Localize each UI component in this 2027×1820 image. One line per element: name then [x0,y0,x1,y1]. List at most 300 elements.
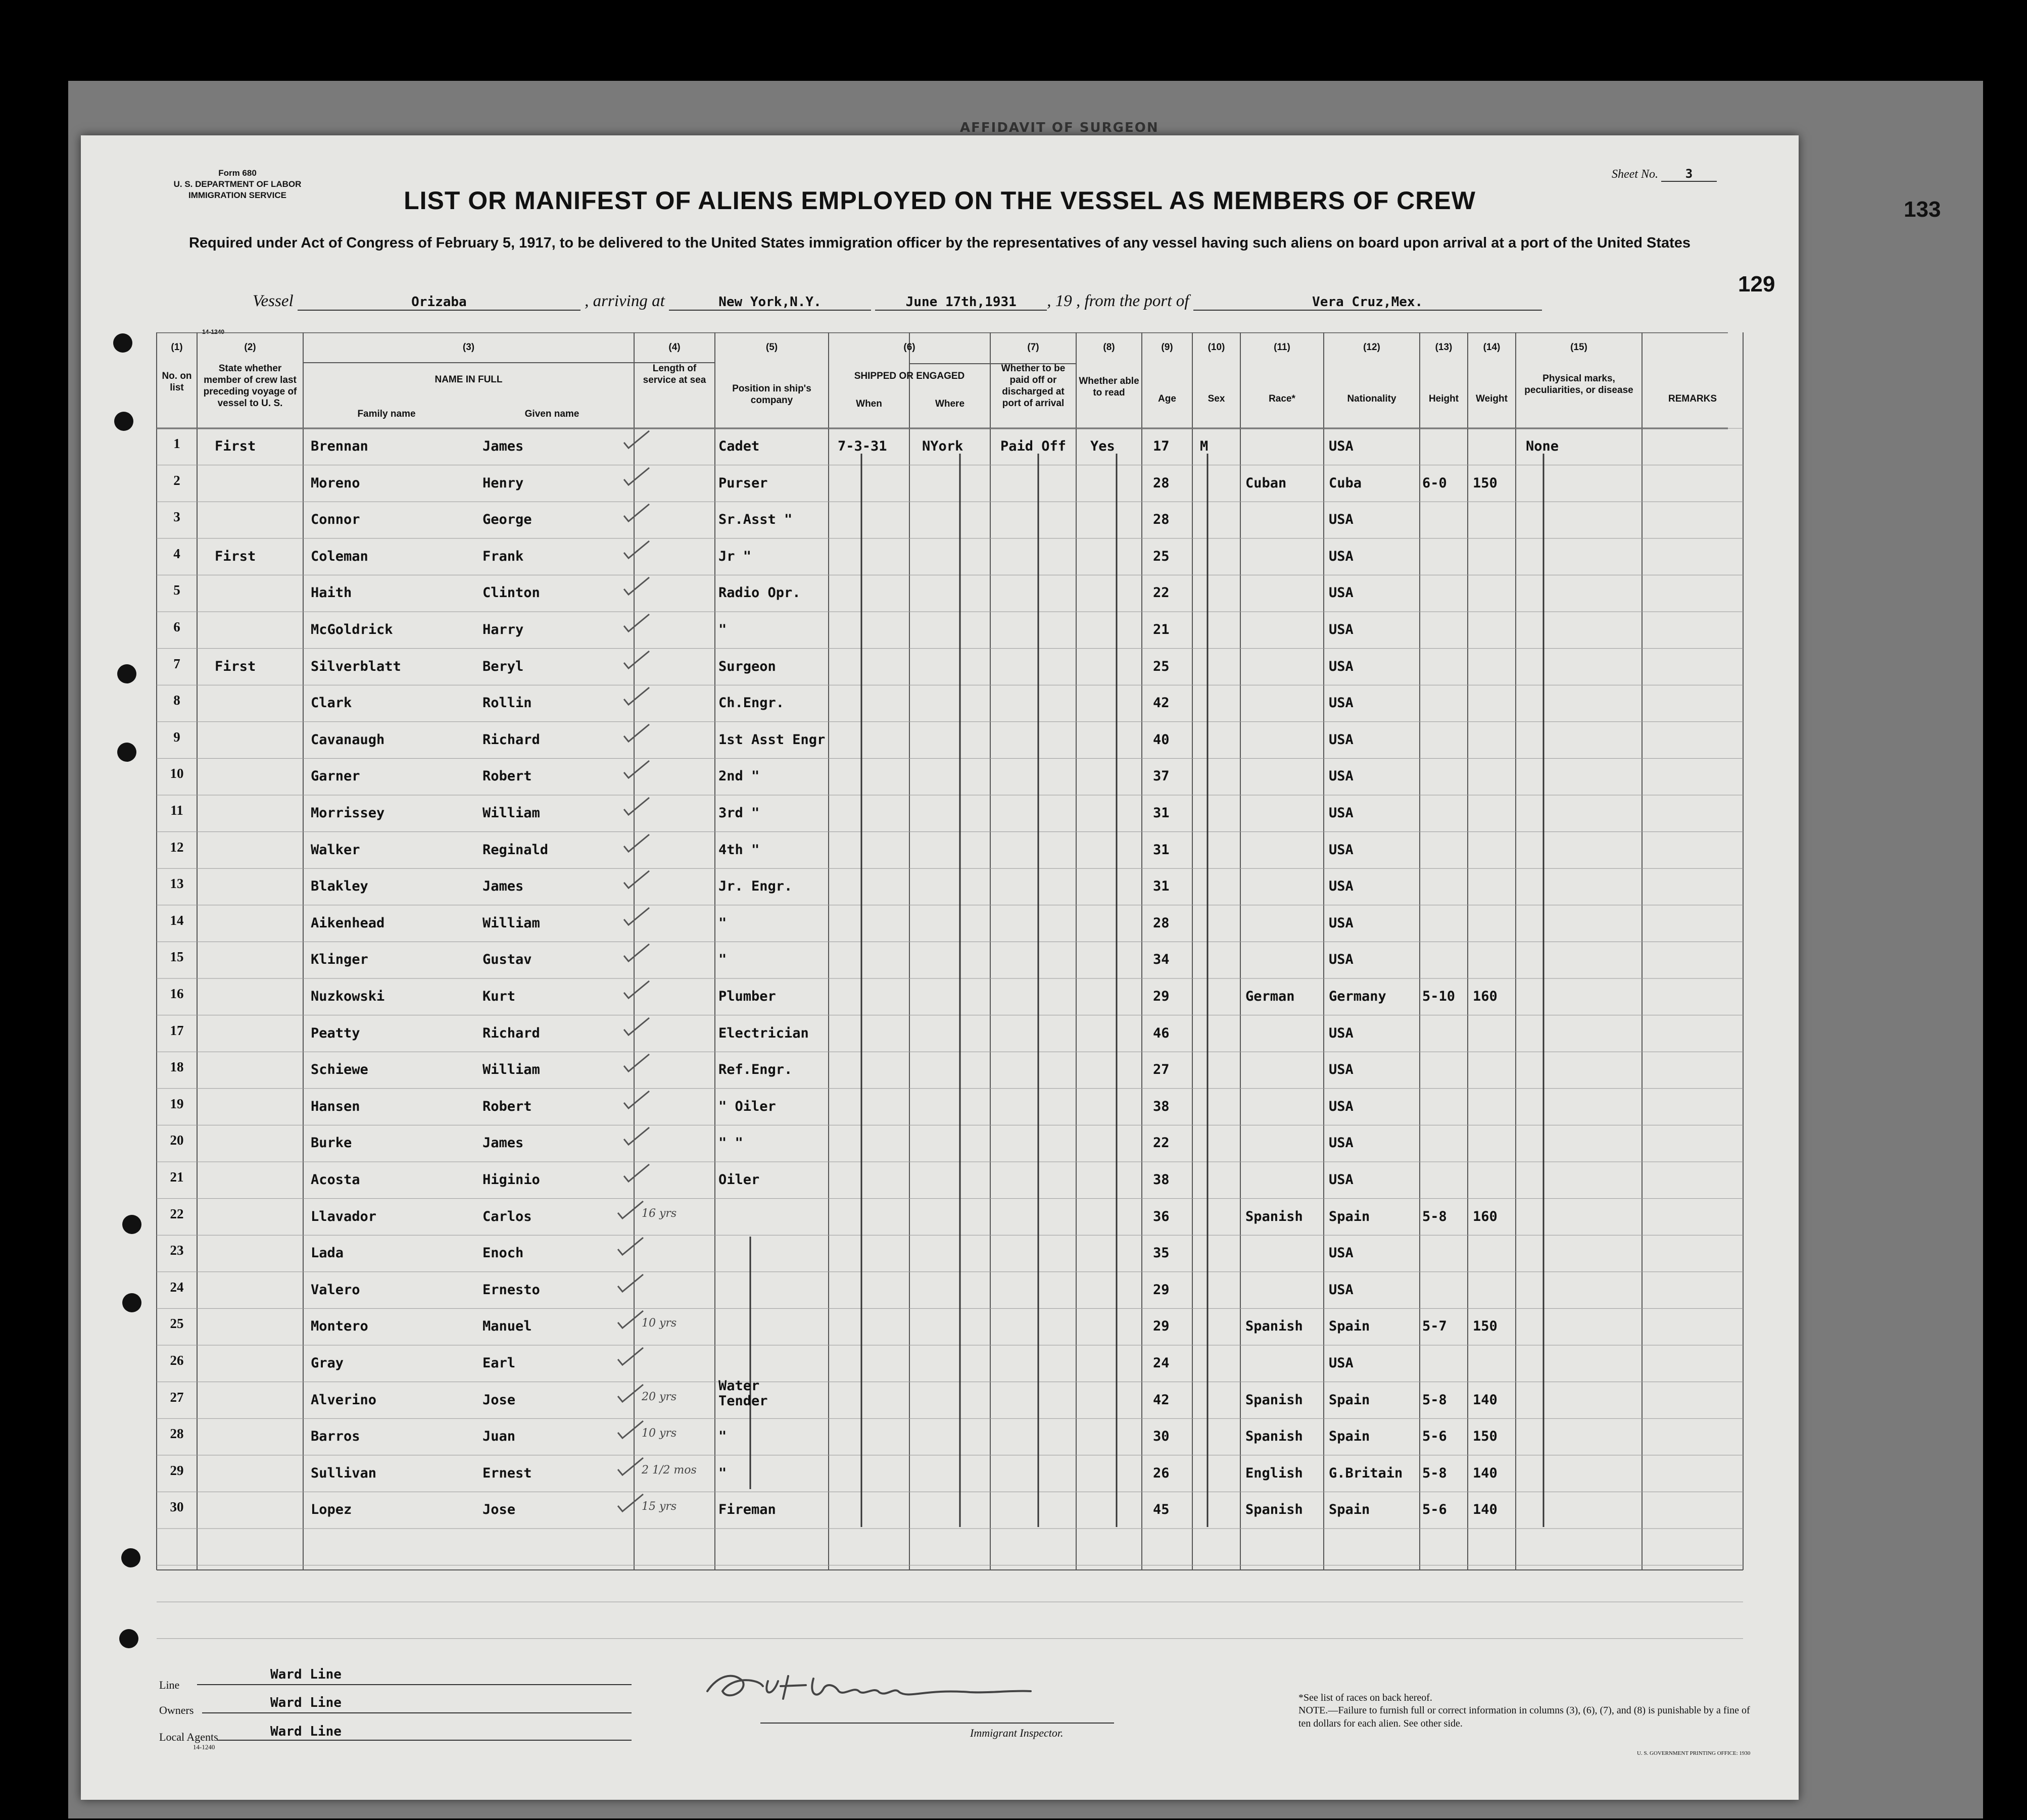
penalty-note: NOTE.—Failure to furnish full or correct information in columns (3), (6), (7), and (8) is punishable by a fine of ten dollars for each alien. See other side. [1298,1705,1750,1729]
nationality-cell: USA [1329,1025,1354,1041]
age-cell: 42 [1153,695,1170,711]
row-number: 23 [170,1243,184,1258]
age-cell: 29 [1153,1282,1170,1298]
age-cell: 37 [1153,768,1170,784]
weight-cell: 160 [1473,989,1498,1004]
age-cell: 25 [1153,658,1170,674]
row-number: 17 [170,1022,184,1038]
row-number: 28 [170,1426,184,1442]
given-name-cell: Richard [482,1025,540,1041]
age-cell: 25 [1153,548,1170,564]
form-number: Form 680 [218,168,257,178]
row-number: 3 [173,509,180,525]
row-number: 19 [170,1096,184,1111]
check-mark-icon [621,1126,652,1147]
given-name-cell: Jose [482,1502,516,1518]
check-mark-icon [621,1053,652,1073]
position-cell: " Oiler [718,1098,776,1114]
nationality-cell: USA [1329,1245,1354,1261]
age-cell: 45 [1153,1502,1170,1518]
nationality-cell: Spain [1329,1392,1370,1408]
age-cell: 31 [1153,842,1170,858]
nationality-cell: Spain [1329,1502,1370,1518]
position-cell: 2nd " [718,768,760,784]
given-name-cell: James [482,1135,524,1151]
position-cell: 4th " [718,842,760,858]
service-length-cell: 16 yrs [642,1207,677,1220]
row-number: 9 [173,729,180,745]
age-cell: 28 [1153,915,1170,931]
given-name-cell: Juan [482,1429,516,1445]
given-name-cell: Higinio [482,1172,540,1188]
nationality-cell: USA [1329,768,1354,784]
given-name-cell: Harry [482,622,524,637]
check-mark-icon [615,1384,646,1404]
punch-hole [121,1548,140,1567]
height-cell: 5-8 [1422,1208,1447,1224]
nationality-cell: USA [1329,438,1354,454]
check-mark-icon [621,1163,652,1184]
family-name-cell: Peatty [311,1025,360,1041]
family-name-cell: Gray [311,1355,344,1371]
header-physical-marks: Physical marks, peculiarities, or disease [1524,373,1633,396]
nationality-cell: USA [1329,695,1354,711]
check-mark-icon [621,797,652,817]
position-cell: Oiler [718,1172,760,1188]
row-number: 4 [173,546,180,561]
age-cell: 26 [1153,1465,1170,1481]
nationality-cell: USA [1329,658,1354,674]
given-name-cell: Robert [482,768,532,784]
family-name-cell: Coleman [311,548,368,564]
given-name-cell: Enoch [482,1245,524,1261]
position-cell: " [718,1429,727,1445]
weight-cell: 150 [1473,1429,1498,1445]
given-name-cell: Ernest [482,1465,532,1481]
family-name-cell: Klinger [311,952,368,968]
age-cell: 38 [1153,1098,1170,1114]
row-number: 11 [170,803,183,818]
nationality-cell: Spain [1329,1429,1370,1445]
age-cell: 22 [1153,1135,1170,1151]
row-number: 21 [170,1169,184,1185]
vessel-label: Vessel [253,292,294,310]
column-number: (15) [1570,342,1587,353]
position-cell: Sr.Asst " [718,512,793,528]
race-cell: Spanish [1245,1392,1303,1408]
row-number: 14 [170,912,184,928]
nationality-cell: USA [1329,622,1354,637]
header-paid-off: Whether to be paid off or discharged at port of arrival [1001,363,1066,409]
age-cell: 30 [1153,1429,1170,1445]
position-cell: Purser [718,475,768,491]
family-name-cell: Moreno [311,475,360,491]
position-cell: " [718,952,727,968]
when-cell: 7-3-31 [838,438,887,454]
printing-office: U. S. GOVERNMENT PRINTING OFFICE: 1930 [1637,1750,1751,1756]
check-mark-icon [621,870,652,890]
vessel-line [253,292,1542,311]
line-label: Line [159,1679,180,1691]
age-cell: 35 [1153,1245,1170,1261]
age-cell: 29 [1153,1318,1170,1335]
family-name-cell: Garner [311,768,360,784]
check-mark-icon [615,1347,646,1367]
given-name-cell: George [482,512,532,528]
position-cell: " " [718,1135,743,1151]
punch-hole [114,412,133,431]
check-mark-icon [621,613,652,633]
race-cell: English [1245,1465,1303,1481]
column-number: (7) [1027,342,1039,353]
row-number: 12 [170,839,184,855]
family-name-cell: Clark [311,695,352,711]
position-cell: Ch.Engr. [718,695,785,711]
family-name-cell: Hansen [311,1098,360,1114]
nationality-cell: Cuba [1329,475,1362,491]
position-cell: Fireman [718,1502,776,1518]
sheet-number-label: Sheet No. [1612,168,1658,181]
position-cell: " [718,1465,727,1481]
check-mark-icon [621,1017,652,1037]
given-name-cell: William [482,915,540,931]
nationality-cell: USA [1329,1355,1354,1371]
header-sex: Sex [1208,393,1225,404]
column-number: (13) [1435,342,1453,353]
race-cell: Spanish [1245,1318,1303,1335]
position-cell: Ref.Engr. [718,1062,793,1078]
position-cell: Electrician [718,1025,809,1041]
check-mark-icon [615,1457,646,1477]
header-weight: Weight [1476,393,1508,404]
manifest-sheet [81,135,1799,1800]
row-number: 24 [170,1279,184,1295]
weight-cell: 160 [1473,1208,1498,1224]
nationality-cell: USA [1329,952,1354,968]
row-number: 27 [170,1389,184,1405]
check-mark-icon [621,943,652,963]
check-mark-icon [621,907,652,927]
check-mark-icon [621,833,652,854]
nationality-cell: USA [1329,915,1354,931]
able-to-read-cell: Yes [1090,438,1115,454]
margin-number: 133 [1904,197,1941,222]
age-cell: 31 [1153,805,1170,821]
age-cell: 31 [1153,878,1170,895]
service-name: IMMIGRATION SERVICE [188,190,286,200]
nationality-cell: USA [1329,585,1354,601]
row-number: 18 [170,1059,184,1075]
punch-hole [122,1293,141,1312]
height-cell: 5-10 [1422,989,1456,1004]
service-length-cell: 2 1/2 mos [642,1463,697,1477]
service-length-cell: 15 yrs [642,1500,677,1513]
row-number: 25 [170,1316,184,1332]
weight-cell: 140 [1473,1502,1498,1518]
state-cell: First [215,438,256,454]
service-length-cell: 20 yrs [642,1390,677,1403]
punch-hole [117,664,136,683]
family-name-cell: Montero [311,1318,368,1335]
check-mark-icon [621,686,652,707]
age-cell: 17 [1153,438,1170,454]
given-name-cell: William [482,1062,540,1078]
height-cell: 5-8 [1422,1465,1447,1481]
age-cell: 28 [1153,475,1170,491]
given-name-cell: Robert [482,1098,532,1114]
family-name-cell: Aikenhead [311,915,385,931]
row-number: 20 [170,1133,184,1148]
age-cell: 29 [1153,989,1170,1004]
given-name-cell: Earl [482,1355,516,1371]
given-name-cell: Carlos [482,1208,532,1224]
header-age: Age [1158,393,1176,404]
header-height: Height [1428,393,1459,404]
family-name-cell: Lada [311,1245,344,1261]
given-name-cell: Richard [482,731,540,748]
position-cell: Water Tender [718,1378,768,1409]
header-remarks: REMARKS [1668,393,1717,404]
header-length-of-service: Length of service at sea [643,363,706,385]
row-number: 8 [173,693,180,708]
inspector-signature [687,1656,1091,1716]
agents-value: Ward Line [270,1724,342,1739]
height-cell: 6-0 [1422,475,1447,491]
weight-cell: 140 [1473,1465,1498,1481]
page-title: LIST OR MANIFEST OF ALIENS EMPLOYED ON THE VESSEL AS MEMBERS OF CREW [404,186,1476,215]
given-name-cell: Henry [482,475,524,491]
position-cell: " [718,915,727,931]
check-mark-icon [615,1273,646,1294]
nationality-cell: USA [1329,731,1354,748]
race-cell: German [1245,989,1295,1004]
row-number: 2 [173,472,180,488]
nationality-cell: Spain [1329,1208,1370,1224]
check-mark-icon [615,1493,646,1513]
age-cell: 42 [1153,1392,1170,1408]
line-value: Ward Line [270,1667,342,1682]
nationality-cell: USA [1329,1062,1354,1078]
family-name-cell: Alverino [311,1392,377,1408]
check-mark-icon [621,576,652,597]
agents-underline [217,1740,632,1741]
row-number: 6 [173,619,180,634]
check-mark-icon [615,1200,646,1220]
family-name-cell: Burke [311,1135,352,1151]
column-number: (10) [1208,342,1225,353]
row-number: 26 [170,1353,184,1368]
column-number: (12) [1363,342,1380,353]
column-number: (1) [171,342,183,353]
physical-marks-cell: None [1526,438,1559,454]
row-number: 13 [170,876,184,892]
race-cell: Cuban [1245,475,1287,491]
row-number: 16 [170,986,184,1001]
family-name-cell: Silverblatt [311,658,401,674]
row-number: 10 [170,766,184,781]
row-number: 29 [170,1462,184,1478]
weight-cell: 150 [1473,475,1498,491]
arrival-port: New York,N.Y. [669,294,871,311]
nationality-cell: USA [1329,878,1354,895]
check-mark-icon [621,723,652,744]
height-cell: 5-6 [1422,1502,1447,1518]
nationality-cell: USA [1329,512,1354,528]
family-name-cell: Connor [311,512,360,528]
position-cell: Cadet [718,438,760,454]
position-cell: " [718,622,727,637]
given-name-cell: Reginald [482,842,549,858]
age-cell: 28 [1153,512,1170,528]
owners-label: Owners [159,1704,194,1716]
given-name-cell: Ernesto [482,1282,540,1298]
header-no-on-list: No. on list [162,371,192,393]
given-name-cell: James [482,438,524,454]
position-cell: Radio Opr. [718,585,801,601]
nationality-cell: USA [1329,1135,1354,1151]
header-state-whether: State whether member of crew last preceding voyage of vessel to U. S. [203,363,297,409]
nationality-cell: G.Britain [1329,1465,1403,1481]
check-mark-icon [621,467,652,487]
check-mark-icon [621,540,652,560]
from-port-label: , from the port of [1076,292,1189,310]
family-name-cell: Morrissey [311,805,385,821]
inspector-underline [760,1723,1114,1724]
agents-code: 14-1240 [193,1743,215,1751]
family-name-cell: Brennan [311,438,368,454]
nationality-cell: USA [1329,805,1354,821]
row-number: 1 [173,436,180,451]
row-number: 22 [170,1206,184,1221]
sheet-number [1612,167,1717,182]
nationality-cell: USA [1329,842,1354,858]
check-mark-icon [621,650,652,670]
family-name-cell: Schiewe [311,1062,368,1078]
punch-hole [113,333,132,353]
check-mark-icon [621,760,652,780]
age-cell: 27 [1153,1062,1170,1078]
nationality-cell: Spain [1329,1318,1370,1335]
punch-hole [117,743,136,762]
column-number: (6) [903,342,915,353]
given-name-cell: William [482,805,540,821]
column-number: (14) [1483,342,1501,353]
owners-value: Ward Line [270,1695,342,1710]
position-cell: Plumber [718,989,776,1004]
weight-cell: 150 [1473,1318,1498,1335]
agents-label: Local Agents [159,1731,218,1743]
punch-hole [119,1629,138,1648]
vessel-name: Orizaba [298,294,581,311]
sheet-number-value: 3 [1661,167,1717,182]
line-underline [197,1684,632,1685]
family-name-cell: Blakley [311,878,368,895]
header-able-to-read: Whether able to read [1079,376,1139,398]
arrival-date: June 17th,1931 [875,294,1047,311]
arriving-label: , arriving at [585,292,665,310]
age-cell: 46 [1153,1025,1170,1041]
race-cell: Spanish [1245,1208,1303,1224]
department-name: U. S. DEPARTMENT OF LABOR [173,179,302,189]
given-name-cell: Rollin [482,695,532,711]
family-name-cell: Llavador [311,1208,377,1224]
inspector-label: Immigrant Inspector. [970,1727,1064,1739]
given-name-cell: Manuel [482,1318,532,1335]
header-family-name: Family name [357,409,416,419]
column-number: (3) [462,342,475,353]
column-number: (4) [668,342,681,353]
owners-underline [202,1712,632,1713]
where-cell: NYork [922,438,963,454]
family-name-cell: Nuzkowski [311,989,385,1004]
nationality-cell: USA [1329,1282,1354,1298]
column-number: (11) [1274,342,1290,353]
family-name-cell: Sullivan [311,1465,377,1481]
family-name-cell: Valero [311,1282,360,1298]
race-cell: Spanish [1245,1429,1303,1445]
position-cell: 1st Asst Engr [718,731,826,748]
column-number: (9) [1161,342,1173,353]
paid-off-cell: Paid Off [1000,438,1067,454]
small-code: 14-1240 [202,328,225,335]
row-number: 30 [170,1499,184,1515]
age-cell: 22 [1153,585,1170,601]
service-length-cell: 10 yrs [642,1427,677,1440]
position-cell: Jr " [718,548,752,564]
age-cell: 34 [1153,952,1170,968]
given-name-cell: James [482,878,524,895]
stamp-number: 129 [1738,272,1775,297]
position-cell: 3rd " [718,805,760,821]
column-number: (8) [1103,342,1115,353]
family-name-cell: Lopez [311,1502,352,1518]
position-cell: Surgeon [718,658,776,674]
year-label: , 19 [1047,292,1072,310]
check-mark-icon [615,1420,646,1440]
header-when: When [856,399,882,409]
column-number: (2) [244,342,256,353]
nationality-cell: USA [1329,1098,1354,1114]
sex-cell: M [1200,438,1209,454]
header-where: Where [935,399,965,409]
check-mark-icon [621,980,652,1000]
given-name-cell: Beryl [482,658,524,674]
check-mark-icon [621,503,652,523]
given-name-cell: Clinton [482,585,540,601]
position-cell: Jr. Engr. [718,878,793,895]
height-cell: 5-7 [1422,1318,1447,1335]
race-cell: Spanish [1245,1502,1303,1518]
check-mark-icon [615,1237,646,1257]
row-number: 15 [170,949,184,965]
nationality-cell: USA [1329,1172,1354,1188]
state-cell: First [215,658,256,674]
row-number: 7 [173,656,180,671]
given-name-cell: Jose [482,1392,516,1408]
check-mark-icon [621,1090,652,1110]
row-number: 5 [173,582,180,598]
weight-cell: 140 [1473,1392,1498,1408]
family-name-cell: Barros [311,1429,360,1445]
check-mark-icon [615,1310,646,1330]
given-name-cell: Kurt [482,989,516,1004]
age-cell: 38 [1153,1172,1170,1188]
state-cell: First [215,548,256,564]
departure-port: Vera Cruz,Mex. [1193,294,1542,311]
given-name-cell: Gustav [482,952,532,968]
family-name-cell: Acosta [311,1172,360,1188]
height-cell: 5-8 [1422,1392,1447,1408]
